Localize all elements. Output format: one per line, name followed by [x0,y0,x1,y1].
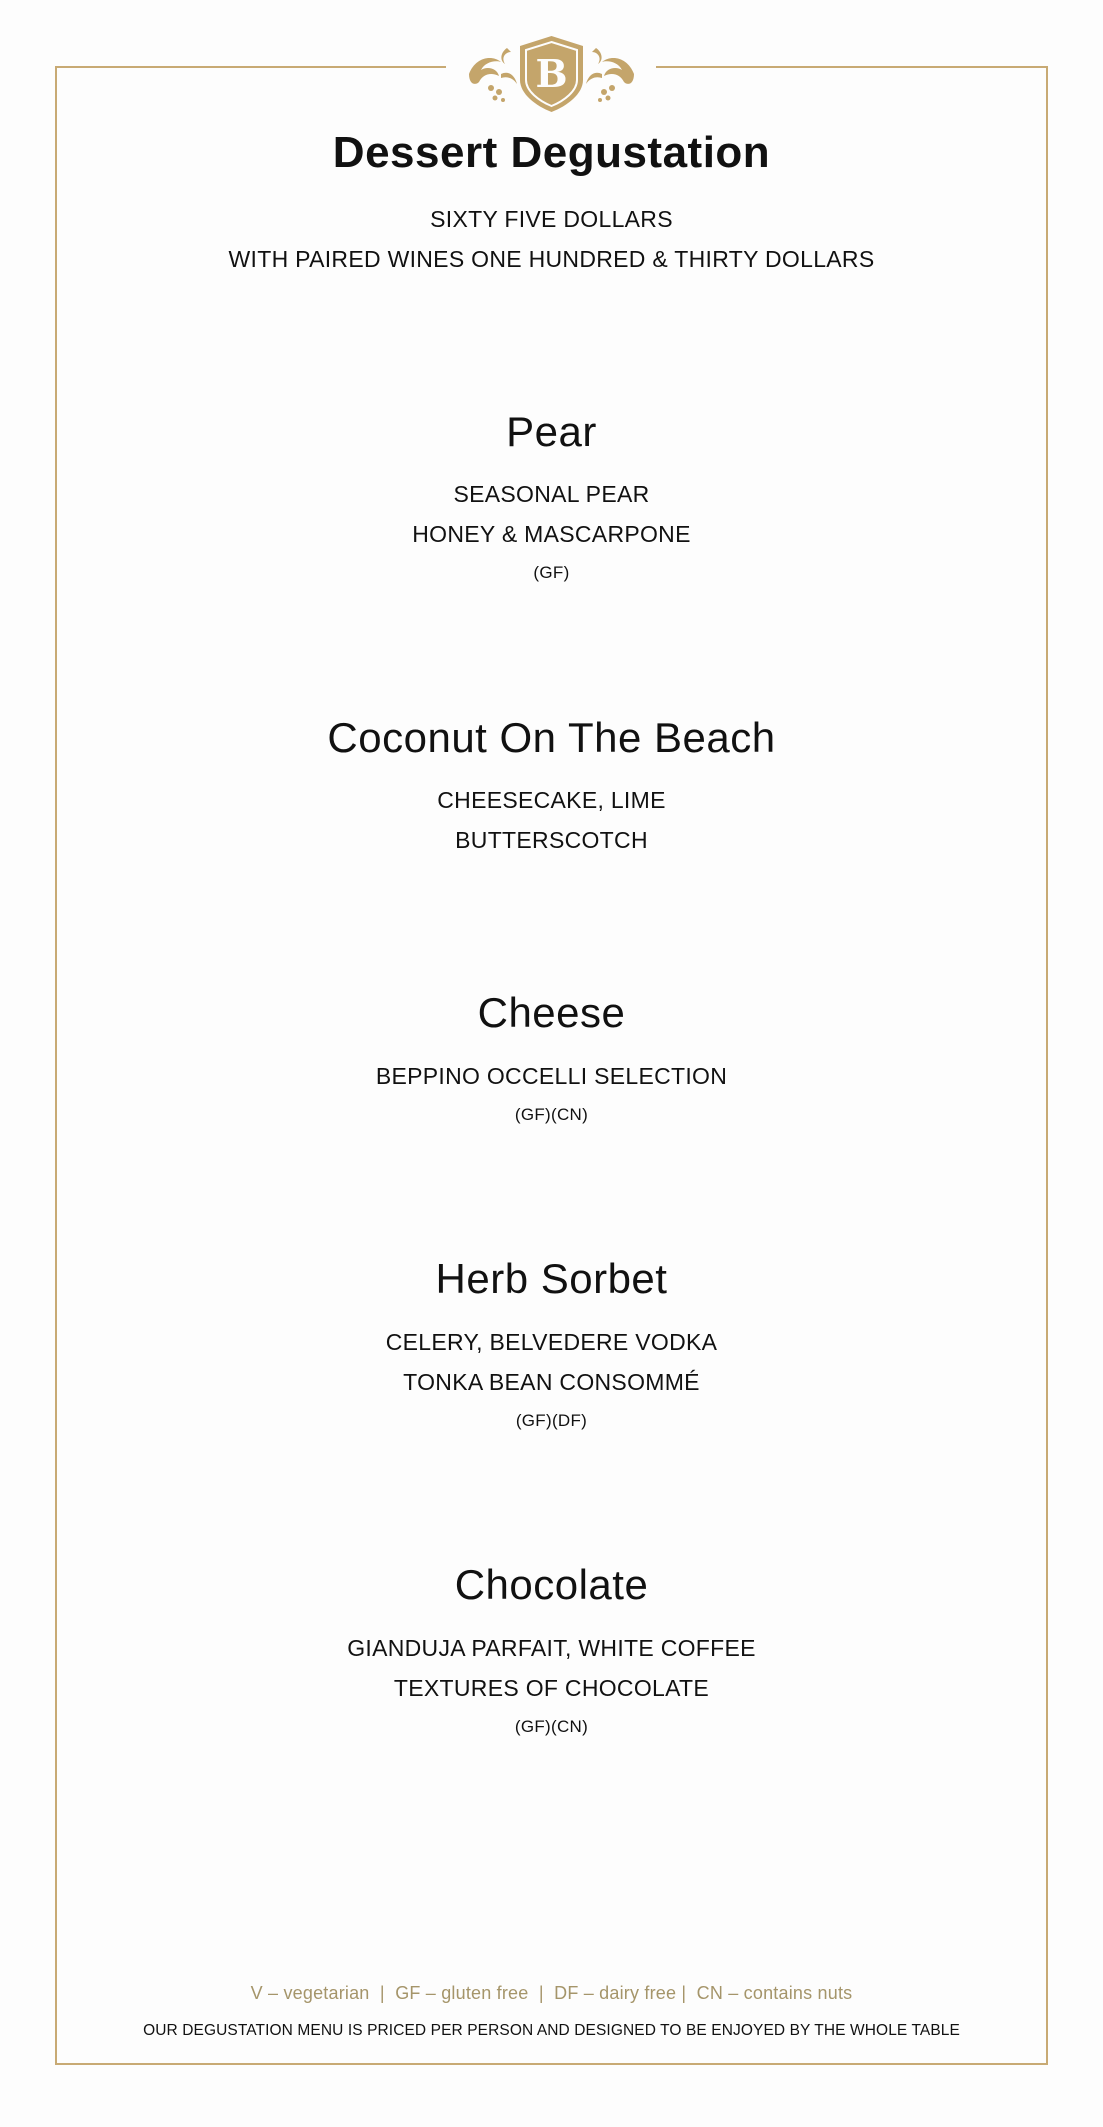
wine-price-line: WITH PAIRED WINES ONE HUNDRED & THIRTY DOLLARS [228,246,875,272]
dietary-tags: (GF) [533,563,570,582]
dietary-tags: (GF)(CN) [514,1105,589,1124]
course-description-line: SEASONAL PEAR [453,481,650,507]
course-description-line: CHEESECAKE, LIME [437,787,666,813]
course-name: Pear [506,408,597,455]
course-description-line: HONEY & MASCARPONE [412,521,691,547]
pricing-note: OUR DEGUSTATION MENU IS PRICED PER PERSON AND DESIGNED TO BE ENJOYED BY THE WHOLE TABLE [143,2022,960,2039]
course-name: Herb Sorbet [435,1255,668,1302]
course-description-line: GIANDUJA PARFAIT, WHITE COFFEE [347,1635,756,1661]
course-description-line: BUTTERSCOTCH [455,827,648,853]
course-description-line: CELERY, BELVEDERE VODKA [385,1329,718,1355]
dietary-tags: (GF)(CN) [514,1717,589,1736]
dietary-tags: (GF)(DF) [515,1411,588,1430]
price-line: SIXTY FIVE DOLLARS [430,206,673,232]
course-name: Coconut On The Beach [327,714,776,761]
course-description-line: TEXTURES OF CHOCOLATE [393,1675,710,1701]
crest-logo-icon [461,30,642,116]
course-name: Cheese [477,989,626,1036]
course-description-line: BEPPINO OCCELLI SELECTION [375,1063,728,1089]
dietary-legend: V – vegetarian | GF – gluten free | DF – dairy free | CN – contains nuts [250,1983,853,2003]
course-description-line: TONKA BEAN CONSOMMÉ [403,1369,700,1395]
logo-letter: B [535,51,568,96]
course-name: Chocolate [454,1561,649,1608]
menu-title: Dessert Degustation [332,128,771,177]
